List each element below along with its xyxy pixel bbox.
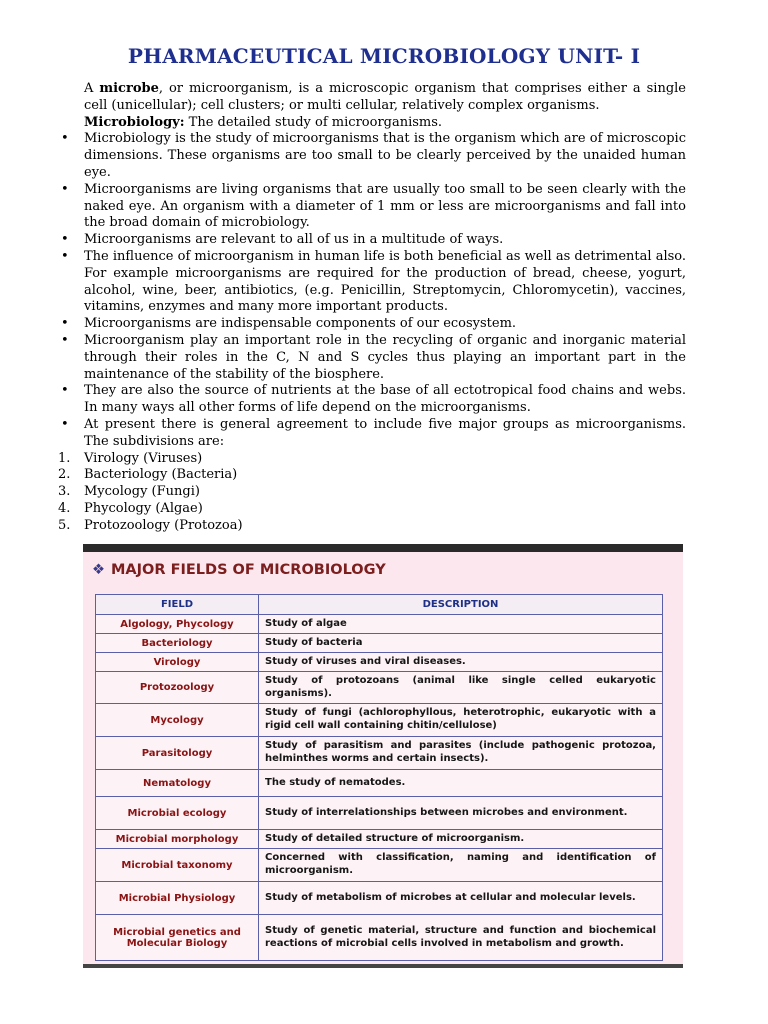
list-item	[58, 451, 686, 468]
bullet-text: They are also the source of nutrients at the base of all ectotropical food chains and webs. In many ways all other forms of life depend on the microorganisms.	[84, 383, 686, 416]
list-text: Bacteriology (Bacteria)	[84, 467, 238, 483]
bullet-text: Microbiology is the study of microorganisms that is the organism which are of microscopic dimensions. These organisms are too small to be clearly perceived by the unaided human eye.	[84, 131, 686, 180]
field-cell: Nematology	[96, 770, 259, 797]
intro-paragraph	[84, 81, 686, 115]
figure-bottom-border	[83, 964, 683, 968]
description-cell: Study of fungi (achlorophyllous, heterotrophic, eukaryotic with a rigid cell wall containing chitin/cellulose)	[259, 704, 663, 737]
bullet-item	[58, 333, 686, 383]
bullet-icon: •	[61, 181, 69, 197]
description-cell: Study of metabolism of microbes at cellular and molecular levels.	[259, 882, 663, 915]
field-cell: Microbial Physiology	[96, 882, 259, 915]
bullet-text: Microorganisms are living organisms that are usually too small to be seen clearly with the naked eye. An organism with a diameter of 1 mm or less are microorganisms and fall into the broad domain of microbiology.	[84, 181, 686, 231]
bullet-item	[58, 182, 686, 232]
field-cell: Parasitology	[96, 737, 259, 770]
table-header-row	[96, 595, 663, 615]
arrow-bullet-icon: ❖	[92, 562, 105, 578]
bullet-text: Microorganisms are indispensable components of our ecosystem.	[84, 316, 517, 332]
bullet-icon: •	[61, 383, 69, 399]
field-cell: Microbial genetics and Molecular Biology	[96, 915, 259, 961]
bullet-list	[58, 131, 686, 450]
field-cell: Microbial morphology	[96, 830, 259, 849]
bullet-item	[58, 417, 686, 451]
table-row	[96, 653, 663, 672]
bullet-item	[58, 232, 686, 249]
list-text: Phycology (Algae)	[84, 500, 203, 516]
list-text: Protozoology (Protozoa)	[84, 517, 243, 533]
field-cell: Bacteriology	[96, 634, 259, 653]
field-cell: Microbial ecology	[96, 797, 259, 830]
description-cell: Study of parasitism and parasites (include pathogenic protozoa, helminthes worms and certain insects).	[259, 737, 663, 770]
field-cell: Mycology	[96, 704, 259, 737]
list-item	[58, 467, 686, 484]
list-item	[58, 518, 686, 535]
figure-heading-text: MAJOR FIELDS OF MICROBIOLOGY	[111, 562, 386, 578]
bullet-icon: •	[61, 316, 69, 332]
table-row	[96, 615, 663, 634]
bullet-icon: •	[61, 232, 69, 248]
column-header-field: FIELD	[96, 595, 259, 615]
bullet-icon: •	[61, 248, 69, 264]
table-row	[96, 849, 663, 882]
description-cell: Concerned with classification, naming and identification of microorganism.	[259, 849, 663, 882]
bullet-text: Microorganism play an important role in the recycling of organic and inorganic material through their roles in the C, N and S cycles thus playing an important part in the maintenance of the stability of the biosphere.	[84, 332, 686, 382]
bullet-item	[58, 383, 686, 417]
microbiology-fields-figure	[83, 544, 683, 968]
document-body	[58, 81, 686, 535]
page-title: PHARMACEUTICAL MICROBIOLOGY UNIT- I	[127, 44, 641, 68]
description-cell: Study of detailed structure of microorganism.	[259, 830, 663, 849]
list-number: 3.	[58, 484, 71, 500]
field-cell: Virology	[96, 653, 259, 672]
table-row	[96, 915, 663, 961]
subdivision-list	[58, 451, 686, 535]
table-row	[96, 704, 663, 737]
list-number: 4.	[58, 500, 71, 516]
definition-term: Microbiology:	[84, 114, 185, 130]
column-header-description: DESCRIPTION	[259, 595, 663, 615]
list-number: 5.	[58, 517, 71, 533]
figure-heading	[92, 562, 386, 578]
description-cell: Study of viruses and viral diseases.	[259, 653, 663, 672]
table-row	[96, 830, 663, 849]
bullet-item	[58, 131, 686, 181]
field-cell: Algology, Phycology	[96, 615, 259, 634]
table-row	[96, 737, 663, 770]
table-row	[96, 672, 663, 704]
list-text: Virology (Viruses)	[84, 450, 203, 466]
definition-paragraph	[84, 115, 686, 132]
intro-text-b: , or microorganism, is a microscopic organism that comprises either a single cell (unicellular); cell clusters; or multi cellular, relatively complex organisms.	[84, 81, 686, 113]
bullet-text: At present there is general agreement to include five major groups as microorganisms. The subdivisions are:	[84, 416, 686, 449]
description-cell: Study of interrelationships between microbes and environment.	[259, 797, 663, 830]
figure-top-border	[83, 544, 683, 552]
table-row	[96, 797, 663, 830]
bullet-text: Microorganisms are relevant to all of us in a multitude of ways.	[84, 232, 504, 248]
description-cell: Study of protozoans (animal like single celled eukaryotic organisms).	[259, 672, 663, 704]
bullet-item	[58, 316, 686, 333]
table-row	[96, 882, 663, 915]
bullet-text: The influence of microorganism in human life is both beneficial as well as detrimental also. For example microorganisms are required for the production of bread, cheese, yogurt, alcohol, wine, beer, antibiotics, (e.g. Penicillin, Streptomycin, Chloromycetin), vaccines, vitamins, enzymes and many more important products.	[84, 248, 686, 315]
description-cell: The study of nematodes.	[259, 770, 663, 797]
table-row	[96, 634, 663, 653]
table-row	[96, 770, 663, 797]
fields-table	[95, 594, 663, 961]
bullet-icon: •	[61, 416, 69, 432]
definition-text: The detailed study of microorganisms.	[184, 114, 443, 130]
description-cell: Study of bacteria	[259, 634, 663, 653]
bullet-icon: •	[61, 131, 69, 147]
list-item	[58, 501, 686, 518]
list-number: 1.	[58, 450, 71, 466]
bullet-item	[58, 249, 686, 316]
list-item	[58, 484, 686, 501]
intro-text-a: A	[84, 81, 100, 96]
description-cell: Study of algae	[259, 615, 663, 634]
list-text: Mycology (Fungi)	[84, 484, 200, 500]
field-cell: Protozoology	[96, 672, 259, 704]
intro-term-microbe: microbe	[99, 81, 159, 96]
list-number: 2.	[58, 467, 71, 483]
bullet-icon: •	[61, 332, 69, 348]
field-cell: Microbial taxonomy	[96, 849, 259, 882]
description-cell: Study of genetic material, structure and function and biochemical reactions of microbial cells involved in metabolism and growth.	[259, 915, 663, 961]
